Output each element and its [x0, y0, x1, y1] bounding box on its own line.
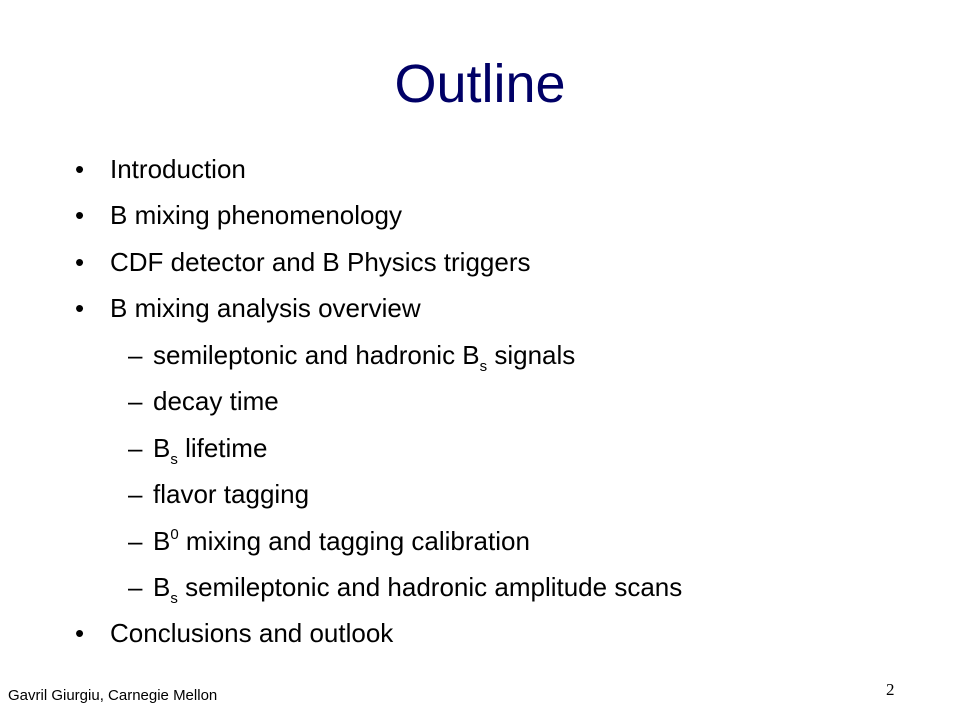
list-item-label: Introduction [110, 154, 246, 184]
bullet-icon: • [75, 293, 85, 323]
bullet-icon: • [75, 618, 85, 648]
bullet-icon: • [75, 154, 85, 184]
sub-list-item-label: $B_s$ semileptonic and hadronic amplitude scans [153, 572, 683, 607]
sub-list-item-label: $B_s$ lifetime [153, 433, 268, 468]
dash-icon: – [128, 479, 143, 509]
sub-list-item-label: flavor tagging [153, 479, 310, 509]
sub-list-item-label: semileptonic and hadronic $B_s$ signals [153, 340, 576, 375]
dash-icon: – [128, 433, 143, 463]
dash-icon: – [128, 572, 143, 602]
bullet-icon: • [75, 200, 85, 230]
page-number: 2 [886, 680, 895, 699]
slide-title: Outline [394, 54, 566, 114]
list-item-label: Conclusions and outlook [110, 618, 394, 648]
list-item-label: CDF detector and B Physics triggers [110, 247, 531, 277]
sub-list-item-label: $B^0$ mixing and tagging calibration [153, 526, 530, 556]
dash-icon: – [128, 526, 143, 556]
bullet-icon: • [75, 247, 85, 277]
list-item-label: B mixing phenomenology [110, 200, 402, 230]
list-item-label: B mixing analysis overview [110, 293, 421, 323]
footer-author: Gavril Giurgiu, Carnegie Mellon [8, 687, 218, 704]
sub-list-item-label: decay time [153, 386, 279, 416]
dash-icon: – [128, 340, 143, 370]
dash-icon: – [128, 386, 143, 416]
